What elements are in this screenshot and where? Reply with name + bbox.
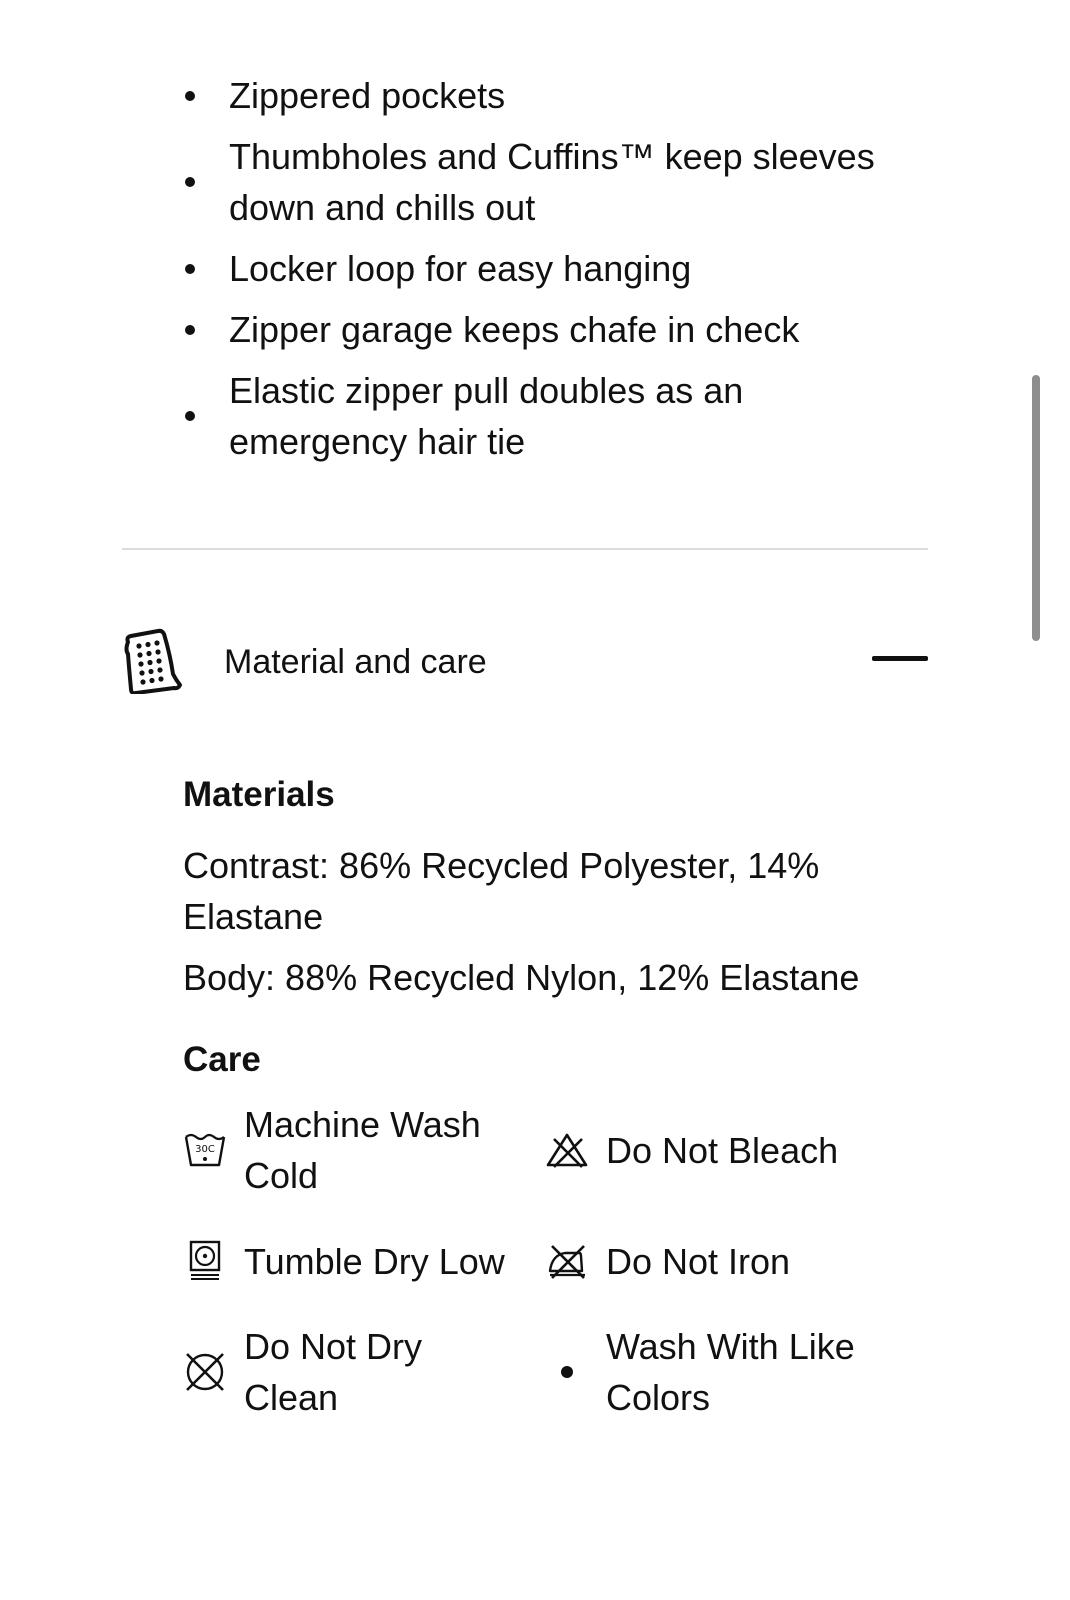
care-label: Tumble Dry Low [244,1240,505,1282]
do-not-bleach-icon [545,1128,589,1172]
care-item [545,1210,885,1312]
care-item [183,1099,545,1201]
feature-item: Zipper garage keeps chafe in check [183,304,883,355]
accordion-title: Material and care [224,643,487,681]
scrollbar-thumb[interactable] [1032,375,1040,641]
minus-icon[interactable] [872,656,928,661]
fabric-swatch-icon [122,628,184,694]
care-heading: Care [183,1040,261,1079]
care-label: Do Not Bleach [606,1129,839,1171]
care-item [545,1321,885,1423]
material-and-care-panel [183,770,903,1423]
care-item [183,1210,545,1312]
care-instructions-grid [183,1099,903,1423]
tumble-dry-low-icon [183,1239,227,1283]
care-label: Machine Wash Cold [244,1104,481,1196]
care-item [183,1321,545,1423]
material-line: Contrast: 86% Recycled Polyester, 14% Elastane [183,845,820,937]
materials-section [183,770,903,1003]
material-and-care-accordion-header[interactable] [122,620,928,704]
feature-item: Elastic zipper pull doubles as an emergency hair tie [183,365,883,467]
material-line: Body: 88% Recycled Nylon, 12% Elastane [183,957,860,998]
section-divider [122,548,928,550]
care-item [545,1099,885,1201]
feature-item: Thumbholes and Cuffins™ keep sleeves down and chills out [183,131,883,233]
svg-text:30C: 30C [195,1144,215,1155]
care-label: Do Not Dry Clean [244,1326,423,1418]
machine-wash-30c-icon [183,1128,227,1172]
materials-heading: Materials [183,775,335,814]
feature-list [183,70,883,477]
feature-item: Locker loop for easy hanging [183,243,883,294]
bullet-dot-icon [545,1350,589,1394]
do-not-iron-icon [545,1239,589,1283]
do-not-dry-clean-icon [183,1350,227,1394]
care-label: Wash With Like Colors [606,1326,855,1418]
care-section [183,1035,903,1423]
care-label: Do Not Iron [606,1240,791,1282]
feature-item: Zippered pockets [183,70,883,121]
